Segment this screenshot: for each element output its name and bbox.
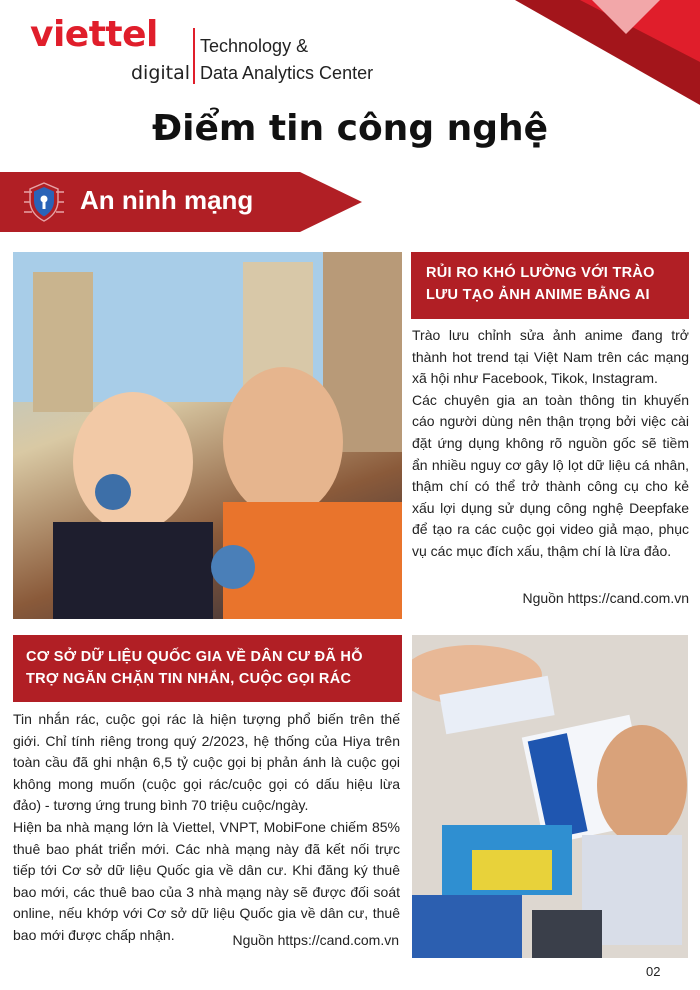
anime-illustration-image <box>13 252 402 619</box>
article2-heading: CƠ SỞ DỮ LIỆU QUỐC GIA VỀ DÂN CƯ ĐÃ HỖ TRỢ NGĂN CHẶN TIN NHẮN, CUỘC GỌI RÁC <box>26 649 363 687</box>
article2-source: Nguồn https://cand.com.vn <box>232 932 399 948</box>
page-title: Điểm tin công nghệ <box>151 108 549 149</box>
article1-body <box>412 325 689 563</box>
logo-brand: viettel <box>30 14 158 55</box>
article2-paragraph: Hiện ba nhà mạng lớn là Viettel, VNPT, MobiFone chiếm 85% thuê bao phát triển mới. Các nhà mạng này đã kết nối trực tiếp tới Cơ sở dữ liệu Quốc gia về dân cư. Khi đăng ký thuê bao mới, các thuê bao của 3 nhà mạng này sẽ được đối soát online, nếu khớp với Cơ sở dữ liệu Quốc gia về dân cư, thuê bao mới được chấp nhận. <box>13 818 400 943</box>
page-number: 02 <box>646 964 661 979</box>
shield-lock-icon <box>20 178 68 226</box>
corner-decoration-pink <box>592 0 660 34</box>
article1-source: Nguồn https://cand.com.vn <box>522 590 689 606</box>
sim-cards-photo-shapes <box>412 635 688 958</box>
logo-center-line1: Technology & <box>200 36 309 56</box>
article2-paragraph: Tin nhắn rác, cuộc gọi rác là hiện tượng phổ biến trên thế giới. Chỉ tính riêng trong quý 2/2023, hệ thống của Hiya trên toàn cầu đã ghi nhận 6,5 tỷ cuộc gọi bị phản ánh là cuộc gọi không mong muốn (cuộc gọi rác/cuộc gọi có dấu hiệu lừa đảo) - tương ứng trung bình 70 triệu cuộc/ngày. <box>13 711 400 814</box>
logo-center-line2: Data Analytics Center <box>200 63 374 83</box>
logo-divider <box>193 28 195 84</box>
anime-illustration-shapes <box>13 252 402 619</box>
article1-paragraph: Trào lưu chỉnh sửa ảnh anime đang trở thành hot trend tại Việt Nam trên các mạng xã hội như Facebook, Tikok, Instagram. <box>412 327 689 387</box>
logo-sub: digital <box>131 62 191 84</box>
article1-heading: RỦI RO KHÓ LƯỜNG VỚI TRÀO LƯU TẠO ẢNH ANIME BẰNG AI <box>426 265 655 303</box>
article1-paragraph: Các chuyên gia an toàn thông tin khuyến cáo người dùng nên thận trọng bởi việc cài đặt ứng dụng không rõ nguồn gốc sẽ tiềm ẩn nhiều nguy cơ gây lộ lọt dữ liệu cá nhân, thậm chí có thể trở thành công cụ cho kẻ xấu lợi dụng sử dụng công nghệ Deepfake để tạo ra các cuộc gọi video giả mạo, phục vụ các mục đích xấu, thậm chí là lừa đảo. <box>412 391 689 559</box>
article2-body <box>13 709 400 947</box>
sim-cards-photo <box>412 635 688 958</box>
section-label: An ninh mạng <box>80 185 254 215</box>
